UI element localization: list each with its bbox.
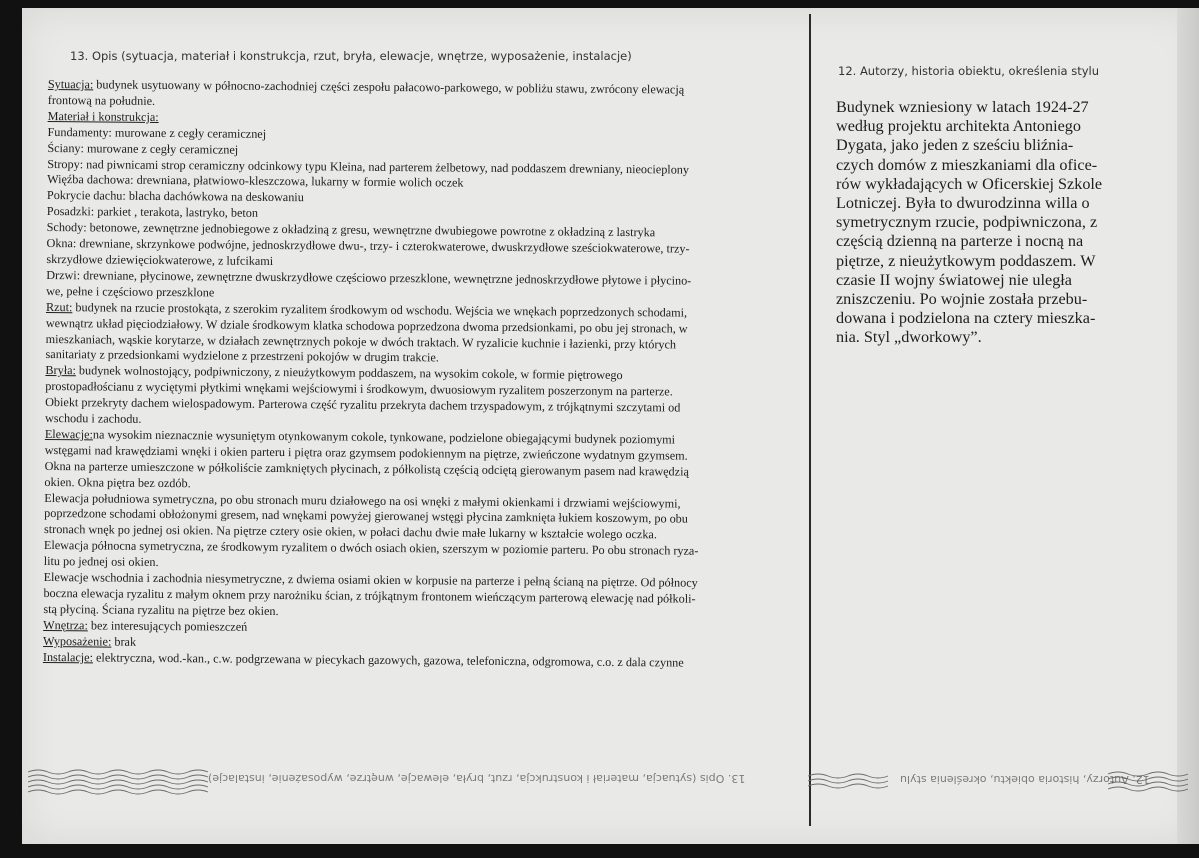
history-line: dowana i podzielona na cztery mieszka- bbox=[836, 309, 1096, 328]
field-text: budynek usytuowany w północno-zachodniej części zespołu pałacowo-parkowego, w pobliżu stawu, zwrócony elewacją bbox=[93, 77, 685, 97]
history-line: rów wykładających w Oficerskiej Szkole bbox=[836, 174, 1103, 193]
field-text: prostopadłościanu z wyciętymi płytkimi wnękami wejściowymi i środkowym, dwuosiowym ryzalitem poszerzonym na parterze. bbox=[45, 379, 673, 399]
field-text: Fundamenty: murowane z cegły ceramicznej bbox=[47, 124, 267, 141]
field-text: wschodu i zachodu. bbox=[44, 411, 142, 426]
field-text: stą płyciną. Ściana ryzalitu na piętrze bez okien. bbox=[43, 601, 279, 618]
field-label: Materiał i konstrukcja: bbox=[47, 108, 159, 124]
field-text: Okna: drewniane, skrzynkowe podwójne, jednoskrzydłowe dwu-, trzy- i czterokwaterowe, dwuskrzydłowe sześciokwaterowe, trzy- bbox=[46, 236, 690, 256]
field-text: stronach wnęk po jednej osi okien. Na piętrze cztery osie okien, w połaci dachu dwie małe lukarny w kształcie wolego oczka. bbox=[43, 522, 657, 542]
history-line: zniszczeniu. Po wojnie została przebu- bbox=[836, 290, 1088, 309]
field-text: brak bbox=[111, 634, 137, 649]
field-text: Elewacja południowa symetryczna, po obu stronach muru działowego na osi wnęki z małymi okienkami i drzwiami wejściowymi, bbox=[44, 490, 681, 511]
history-line: Budynek wzniesiony w latach 1924-27 bbox=[836, 98, 1089, 116]
field-text: Elewacja północna symetryczna, ze środkowym ryzalitem o dwóch osiach okien, szerszym w poziomie parteru. Po obu stronach ryza- bbox=[43, 538, 699, 558]
field-text: budynek wolnostojący, podpiwniczony, z nieużytkowym poddaszem, na wysokim cokole, w formie piętrowego bbox=[75, 363, 623, 383]
history-line: częścią dzienną na parterze i nocną na bbox=[836, 232, 1084, 251]
field-text: okien. Okna piętra bez ozdób. bbox=[44, 474, 191, 490]
field-text: Okna na parterze umieszczone w półkoliście zamkniętych płycinach, z półkolistą częścią odciętą gierowanym pasem nad krawędzią bbox=[44, 458, 689, 479]
field-label: Sytuacja: bbox=[47, 77, 94, 92]
history-line: Lotniczej. Była to dwurodzinna willa o bbox=[836, 194, 1090, 213]
field-label: Rzut: bbox=[45, 299, 73, 314]
field-text: frontową na południe. bbox=[47, 92, 156, 108]
history-line: symetrycznym rzucie, podpiwniczona, z bbox=[836, 213, 1098, 232]
field-text: boczna elewacja ryzalitu z małym oknem przy narożniku ścian, z trójkątnym frontonem wieńczącym parterową elewację nad półkoli- bbox=[43, 585, 696, 606]
mirrored-description-header: 13. Opis (sytuacja, materiał i konstrukcja, rzut, bryła, elewacje, wnętrze, wyposażenie, instalacje) bbox=[208, 772, 746, 785]
history-line: piętrze, z nieużytkowym poddaszem. W bbox=[836, 251, 1096, 270]
field-text: Posadzki: parkiet , terakota, lastryko, beton bbox=[46, 204, 259, 221]
field-text: we, pełne i częściowo przeszklone bbox=[46, 283, 215, 300]
field-text: wstęgami nad krawędziami wnęki i okien parteru i piętra oraz gzymsem podokiennym na piętrze, zwieńczone wydatnym gzymsem. bbox=[44, 442, 688, 463]
field-label: Bryła: bbox=[45, 363, 76, 378]
field-text: Więźba dachowa: drewniana, płatwiowo-kleszczowa, lukarny w formie wolich oczek bbox=[47, 172, 464, 191]
field-text: elektryczna, wod.-kan., c.w. podgrzewana w piecykach gazowych, gazowa, telefoniczna, odgromowa, c.o. z dala czynne bbox=[92, 650, 684, 670]
history-line: czych domów z mieszkaniami dla ofice- bbox=[836, 155, 1098, 174]
history-line: nia. Styl „dworkowy”. bbox=[836, 328, 982, 347]
field-text: budynek na rzucie prostokąta, z szerokim ryzalitem środkowym od wschodu. Wejścia we wnękach poprzedzonych schodami, bbox=[72, 299, 688, 320]
description-section-header: 13. Opis (sytuacja, materiał i konstrukcja, rzut, bryła, elewacje, wnętrze, wyposażenie, instalacje) bbox=[70, 49, 632, 63]
field-text: poprzedzone schodami obłożonymi gresem, nad wnękami powyżej gierowanej wstęgi płycina zamknięta łukiem koszowym, po obu bbox=[44, 506, 688, 527]
history-line: czasie II wojny światowej nie uległa bbox=[836, 270, 1072, 289]
field-text: litu po jednej osi okien. bbox=[43, 554, 159, 570]
field-text: na wysokim nieznacznie wysuniętym otynkowanym cokole, tynkowane, podzielone obiegającymi budynek poziomymi bbox=[92, 427, 676, 447]
field-text: Obiekt przekryty dachem wielospadowym. Parterowa część ryzalitu przekryta dachem trzyspadowym, z trójkątnymi szczytami od bbox=[45, 395, 681, 415]
description-text-block bbox=[43, 77, 800, 672]
field-text: Schody: betonowe, zewnętrzne jednobiegowe z okładziną z gresu, wewnętrzne dwubiegowe powrotne z okładziną z lastryka bbox=[46, 220, 656, 240]
history-text-block bbox=[836, 98, 1126, 348]
field-label: Wnętrza: bbox=[43, 617, 88, 633]
field-text: sanitariaty z przedsionkami wydzielone z przestrzeni pokojów w drugim trakcie. bbox=[45, 347, 439, 365]
field-text: bez interesujących pomieszczeń bbox=[87, 618, 248, 634]
field-text: skrzydłowe dziewięciokwaterowe, z lufcikami bbox=[46, 251, 274, 268]
field-text: wewnątrz układ pięciodziałowy. W dziale środkowym klatka schodowa poprzedzona dwoma przedsionkami, po obu jej stronach, w bbox=[45, 315, 688, 336]
history-line: według projektu architekta Antoniego bbox=[836, 117, 1081, 136]
field-label: Elewacje: bbox=[44, 426, 93, 442]
field-text: Elewacje wschodnia i zachodnia niesymetryczne, z dwiema osiami okien w korpusie na parterze i pełną ścianą na piętrze. Od północy bbox=[43, 570, 698, 590]
mirrored-history-header: 12. Autorzy, historia obiektu, określenia stylu bbox=[900, 773, 1150, 786]
field-text: Ściany: murowane z cegły ceramicznej bbox=[47, 140, 239, 157]
field-text: Drzwi: drewniane, płycinowe, zewnętrzne dwuskrzydłowe częściowo przeszklone, wewnętrzne jednoskrzydłowe płytowe i płycino- bbox=[46, 267, 692, 288]
history-line: Dygata, jako jeden z sześciu bliźnia- bbox=[836, 136, 1074, 155]
column-divider bbox=[809, 14, 811, 826]
history-section-header: 12. Autorzy, historia obiektu, określenia stylu bbox=[838, 64, 1100, 78]
field-text: Pokrycie dachu: blacha dachówkowa na deskowaniu bbox=[46, 188, 304, 205]
field-label: Wyposażenie: bbox=[43, 633, 112, 649]
field-label: Instalacje: bbox=[42, 649, 94, 665]
field-text: Stropy: nad piwnicami strop ceramiczny odcinkowy typu Kleina, nad parterem żelbetowy, nad poddaszem drewniany, nieocieplony bbox=[47, 156, 690, 177]
field-text: mieszkaniach, wąskie korytarze, w działach zewnętrznych pokoje w dwóch traktach. W ryzalicie kuchnie i łazienki, przy których bbox=[45, 331, 677, 351]
